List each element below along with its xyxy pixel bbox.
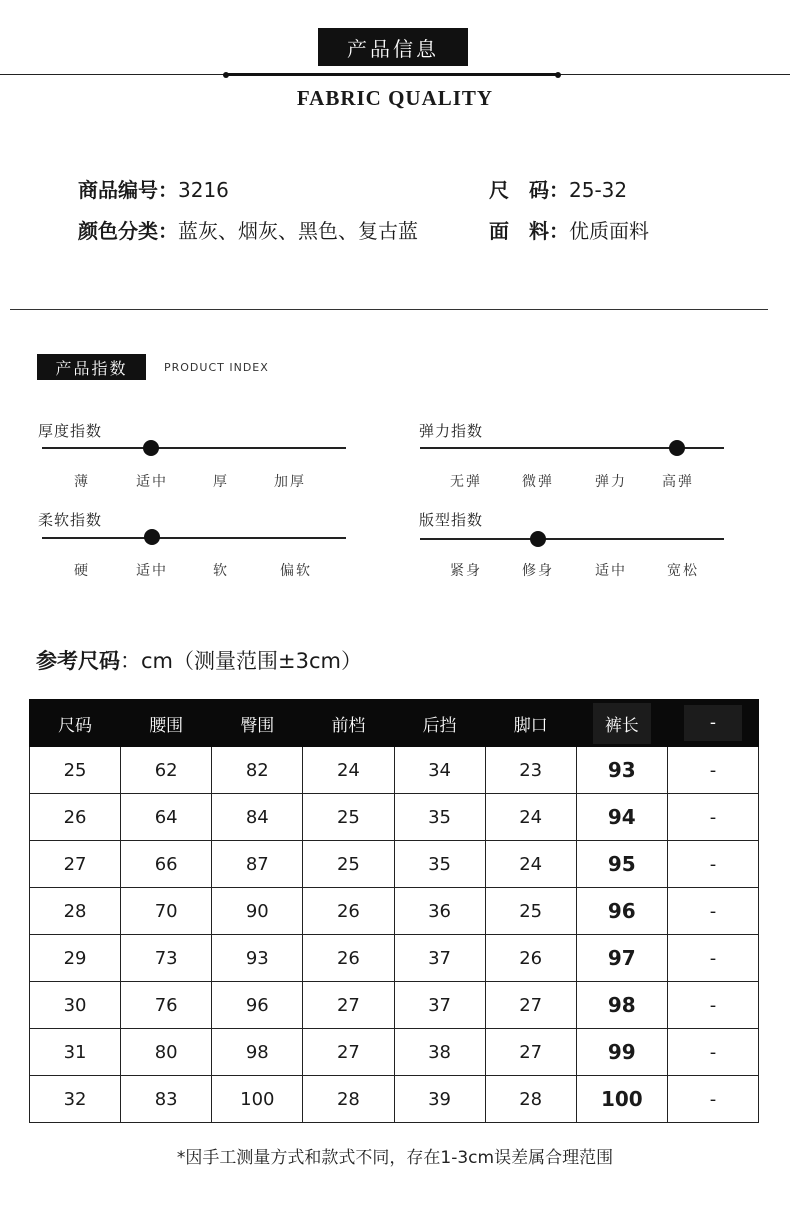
softness-index-title: 柔软指数	[38, 511, 103, 529]
table-cell: -	[667, 935, 758, 982]
table-cell: 62	[121, 747, 212, 794]
table-cell: 76	[121, 982, 212, 1029]
table-header-cell	[667, 700, 758, 747]
table-cell: 95	[576, 841, 667, 888]
thickness-option: 加厚	[274, 474, 306, 490]
table-cell: 28	[303, 1076, 394, 1123]
table-row	[30, 1029, 759, 1076]
table-cell: 36	[394, 888, 485, 935]
table-header-cell	[394, 700, 485, 747]
table-cell: 93	[576, 747, 667, 794]
table-cell: 25	[303, 841, 394, 888]
thickness-option: 薄	[74, 474, 90, 490]
table-header-cell	[30, 700, 121, 747]
table-cell: 27	[30, 841, 121, 888]
table-header-cell	[576, 700, 667, 747]
product-code-value: 3216	[178, 178, 229, 202]
table-row	[30, 1076, 759, 1123]
table-cell: 31	[30, 1029, 121, 1076]
table-cell: 99	[576, 1029, 667, 1076]
table-cell: 90	[212, 888, 303, 935]
table-cell: -	[667, 1029, 758, 1076]
elasticity-option: 高弹	[662, 474, 694, 490]
table-cell: 80	[121, 1029, 212, 1076]
table-cell: 26	[303, 888, 394, 935]
table-cell: 87	[212, 841, 303, 888]
thickness-indicator-dot	[143, 440, 159, 456]
table-cell: 35	[394, 841, 485, 888]
size-reference-heading	[36, 645, 362, 675]
table-row	[30, 935, 759, 982]
table-cell: 96	[212, 982, 303, 1029]
section-badge-product-index: 产品指数	[37, 354, 146, 380]
table-cell: 26	[485, 935, 576, 982]
table-cell: 25	[30, 747, 121, 794]
softness-scale-line	[42, 537, 346, 539]
size-reference-label: 参考尺码	[36, 649, 120, 673]
table-cell: 28	[30, 888, 121, 935]
color-value: 蓝灰、烟灰、黑色、复古蓝	[178, 219, 418, 243]
fabric-label: 面 料：	[489, 219, 569, 243]
elasticity-indicator-dot	[669, 440, 685, 456]
header-label: 臀围	[240, 715, 275, 736]
table-cell: -	[667, 1076, 758, 1123]
table-cell: 100	[212, 1076, 303, 1123]
table-header-cell	[212, 700, 303, 747]
softness-option: 偏软	[280, 563, 312, 579]
table-header-row	[30, 700, 759, 747]
table-cell: 27	[485, 1029, 576, 1076]
fit-indicator-dot	[530, 531, 546, 547]
table-cell: 64	[121, 794, 212, 841]
table-cell: 26	[303, 935, 394, 982]
table-cell: 83	[121, 1076, 212, 1123]
table-row	[30, 888, 759, 935]
table-header-cell	[303, 700, 394, 747]
size-reference-suffix: ：cm（测量范围±3cm）	[120, 649, 362, 673]
fit-option: 适中	[595, 563, 627, 579]
table-cell: 93	[212, 935, 303, 982]
table-cell: 35	[394, 794, 485, 841]
table-cell: 96	[576, 888, 667, 935]
info-fabric	[489, 215, 649, 244]
table-cell: 82	[212, 747, 303, 794]
table-cell: 73	[121, 935, 212, 982]
table-cell: 94	[576, 794, 667, 841]
header-label: 后挡	[422, 715, 457, 736]
header-label: 裤长	[593, 703, 651, 744]
header-label: 尺码	[58, 715, 93, 736]
header-label: 前档	[331, 715, 366, 736]
table-cell: 24	[485, 841, 576, 888]
table-row	[30, 794, 759, 841]
table-cell: 27	[485, 982, 576, 1029]
elasticity-option: 弹力	[595, 474, 627, 490]
thickness-scale-line	[42, 447, 346, 449]
table-cell: -	[667, 747, 758, 794]
header-dot-right	[555, 72, 561, 78]
table-cell: 98	[212, 1029, 303, 1076]
elasticity-index-title: 弹力指数	[419, 422, 484, 440]
table-cell: 30	[30, 982, 121, 1029]
header-label: 脚口	[513, 715, 548, 736]
table-cell: 29	[30, 935, 121, 982]
softness-option: 硬	[74, 563, 90, 579]
fit-option: 紧身	[450, 563, 482, 579]
table-header-cell	[485, 700, 576, 747]
table-row	[30, 841, 759, 888]
table-cell: 26	[30, 794, 121, 841]
info-size	[489, 174, 627, 203]
table-row	[30, 747, 759, 794]
table-cell: -	[667, 841, 758, 888]
table-cell: -	[667, 982, 758, 1029]
softness-indicator-dot	[144, 529, 160, 545]
table-cell: 28	[485, 1076, 576, 1123]
thickness-option: 厚	[213, 474, 229, 490]
table-cell: 66	[121, 841, 212, 888]
table-row	[30, 982, 759, 1029]
product-index-subtitle: PRODUCT INDEX	[164, 361, 269, 374]
table-cell: 25	[485, 888, 576, 935]
table-cell: 37	[394, 982, 485, 1029]
product-code-label: 商品编号：	[78, 178, 178, 202]
elasticity-option: 无弹	[450, 474, 482, 490]
table-cell: 37	[394, 935, 485, 982]
fit-index-title: 版型指数	[419, 511, 484, 529]
section-badge-product-info: 产品信息	[318, 28, 468, 66]
table-cell: 97	[576, 935, 667, 982]
table-cell: 84	[212, 794, 303, 841]
table-cell: 27	[303, 982, 394, 1029]
info-color	[78, 215, 418, 244]
table-cell: 34	[394, 747, 485, 794]
fabric-quality-title: FABRIC QUALITY	[296, 86, 494, 110]
section-divider	[10, 309, 768, 310]
softness-option: 软	[213, 563, 229, 579]
table-cell: 38	[394, 1029, 485, 1076]
softness-option: 适中	[136, 563, 168, 579]
thickness-index-title: 厚度指数	[38, 422, 103, 440]
table-cell: -	[667, 888, 758, 935]
table-cell: 39	[394, 1076, 485, 1123]
table-cell: 24	[303, 747, 394, 794]
size-label: 尺 码：	[489, 178, 569, 202]
header-accent-line	[226, 73, 558, 76]
table-cell: 25	[303, 794, 394, 841]
color-label: 颜色分类：	[78, 219, 178, 243]
thickness-option: 适中	[136, 474, 168, 490]
fit-scale-line	[420, 538, 724, 540]
table-cell: 23	[485, 747, 576, 794]
header-label: 腰围	[149, 715, 184, 736]
measurement-note: *因手工测量方式和款式不同，存在1-3cm误差属合理范围	[176, 1148, 614, 1168]
table-cell: 70	[121, 888, 212, 935]
info-product-code	[78, 174, 229, 203]
fabric-value: 优质面料	[569, 219, 649, 243]
header-dot-left	[223, 72, 229, 78]
elasticity-option: 微弹	[522, 474, 554, 490]
size-table	[29, 699, 759, 1123]
table-cell: -	[667, 794, 758, 841]
table-cell: 32	[30, 1076, 121, 1123]
size-value: 25-32	[569, 178, 628, 202]
header-label: -	[684, 705, 742, 741]
table-cell: 98	[576, 982, 667, 1029]
table-cell: 24	[485, 794, 576, 841]
table-cell: 100	[576, 1076, 667, 1123]
fit-option: 修身	[522, 563, 554, 579]
table-cell: 27	[303, 1029, 394, 1076]
fit-option: 宽松	[667, 563, 699, 579]
table-header-cell	[121, 700, 212, 747]
